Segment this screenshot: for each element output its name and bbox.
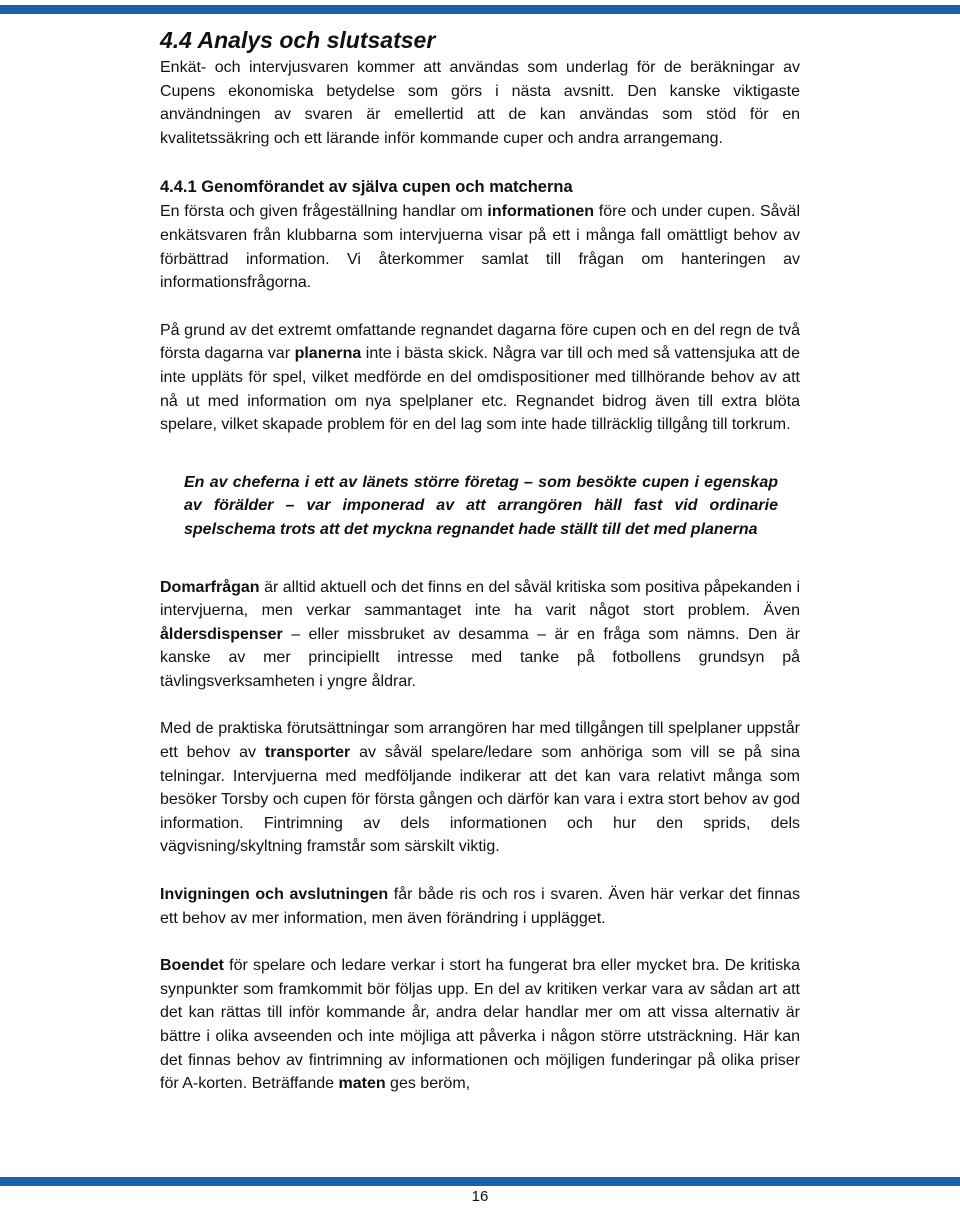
paragraph-invigningen: Invigningen och avslutningen får både ris och ros i svaren. Även här verkar det finnas ett behov av mer information, men även förändring i upplägget. (160, 886, 800, 927)
subsection-heading: 4.4.1 Genomförandet av själva cupen och matcherna (160, 178, 573, 197)
footer-bar (0, 1177, 960, 1186)
intro-paragraph: Enkät- och intervjusvaren kommer att användas som underlag för de beräkningar av Cupens ekonomiska betydelse som görs i nästa avsnitt. Den kanske viktigaste användningen av svaren är emellertid att de kan användas som stöd för en kvalitetssäkring och ett lärande inför kommande cuper och andra arrangemang. (160, 59, 800, 147)
header-bar (0, 5, 960, 14)
paragraph-domarfragan: Domarfrågan är alltid aktuell och det finns en del såväl kritiska som positiva påpekanden i intervjuerna, men verkar sammantaget inte ha varit något stort problem. Även åldersdispenser – eller missbruket av desamma – är en fråga som nämns. Den är kanske av mer principiellt intresse med tanke på fotbollens grundsyn på tävlingsverksamheten i yngre åldrar. (160, 578, 800, 690)
highlighted-quote: En av cheferna i ett av länets större företag – som besökte cupen i egenskap av förälder – var imponerad av att arrangören häll fast vid ordinarie spelschema trots att det myckna regnandet hade ställt till det med planerna (184, 473, 778, 538)
paragraph-planerna: På grund av det extremt omfattande regnandet dagarna före cupen och en del regn de två första dagarna var planerna inte i bästa skick. Några var till och med så vattensjuka att de inte uppläts för spel, vilket medförde en del omdispositioner med tillhörande behov av att nå ut med information om nya spelplaner etc. Regnandet bidrog även till extra blöta spelare, vilket skapade problem för en del lag som inte hade tillräcklig tillgång till torkrum. (160, 321, 800, 434)
page-number: 16 (471, 1188, 489, 1205)
paragraph-transporter: Med de praktiska förutsättningar som arrangören har med tillgången till spelplaner uppstår ett behov av transporter av såväl spelare/ledare som anhöriga som vill se på sina telningar. Intervjuerna med medföljande indikerar att det kan vara relativt många som besöker Torsby och cupen för första gången och därför kan vara i extra stort behov av god information. Fintrimning av dels informationen och hur den sprids, dels vägvisning/skyltning framstår som särskilt viktig. (160, 720, 800, 856)
page-content (160, 24, 800, 1096)
paragraph-boendet: Boendet för spelare och ledare verkar i stort ha fungerat bra eller mycket bra. De kritiska synpunkter som framkommit bör följas upp. En del av kritiken verkar vara av sådan art att det kan rättas till inför kommande år, andra delar handlar mer om att vissa alternativ är bättre i olika avseenden och inte möjliga att påverka i någon större utsträckning. Här kan det finnas behov av fintrimning av informationen och möjligen funderingar på olika priser för A-korten. Beträffande maten ges beröm, (160, 957, 800, 1093)
paragraph-information: En första och given frågeställning handlar om informationen före och under cupen. Såväl enkätsvaren från klubbarna som intervjuerna visar på ett i många fall omättligt behov av förbättrad information. Vi återkommer samlat till frågan om hanteringen av informationsfrågorna. (160, 203, 800, 292)
section-heading: 4.4 Analys och slutsatser (160, 27, 436, 53)
